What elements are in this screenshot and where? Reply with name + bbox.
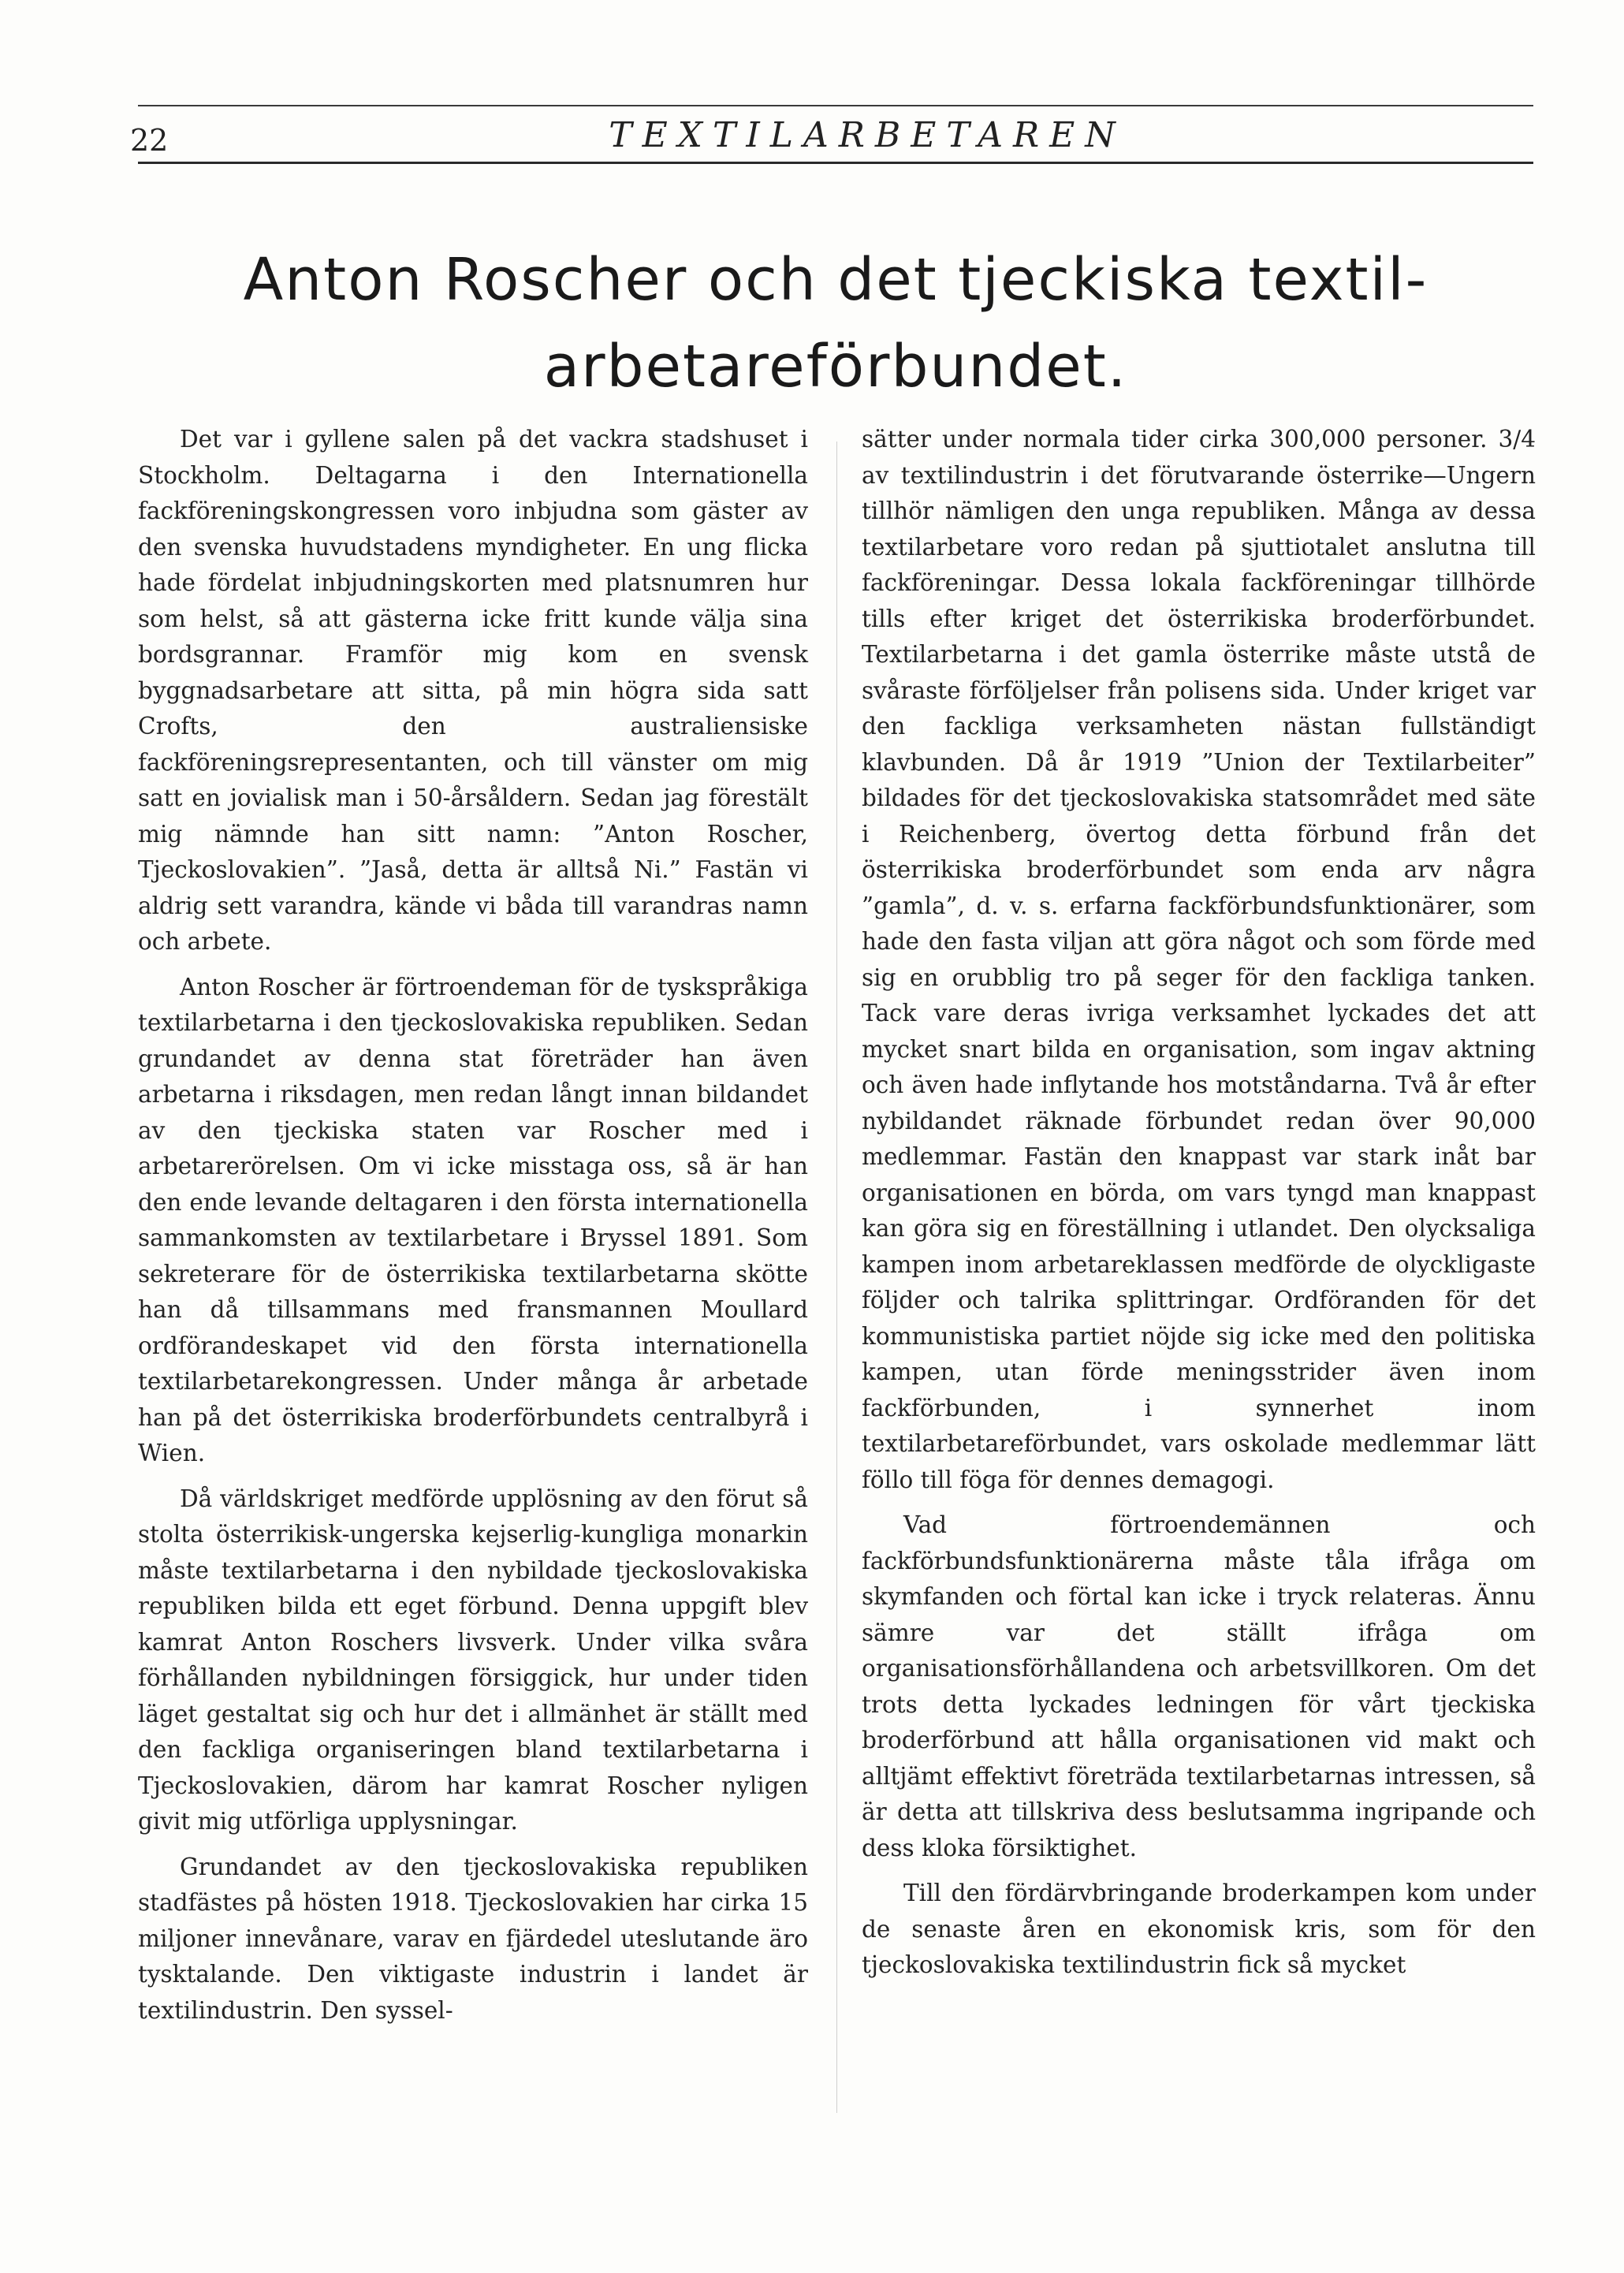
header-rule-bottom — [138, 162, 1533, 164]
left-column — [138, 422, 808, 2038]
column-divider — [836, 442, 837, 2113]
header-rule-top — [138, 105, 1533, 106]
right-column — [862, 422, 1536, 1993]
paragraph: Grundandet av den tjeckoslovakiska republiken stadfästes på hösten 1918. Tjeckoslovakien har cirka 15 miljoner innevånare, varav en fjärdedel uteslutande äro tysktalande. Den viktigaste industrin i landet är textilindustrin. Den syssel- — [138, 1853, 808, 2024]
paragraph: Till den fördärvbringande broderkampen kom under de senaste åren en ekonomisk kris, som för den tjeckoslovakiska textilindustrin fick så mycket — [862, 1880, 1536, 1978]
journal-name: TEXTILARBETAREN — [609, 115, 1126, 155]
paragraph: Vad förtroendemännen och fackförbundsfunktionärerna måste tåla ifråga om skymfanden och förtal kan icke i tryck relateras. Ännu sämre var det ställt ifråga om organisationsförhållandena och arbetsvillkoren. Om det trots detta lyckades ledningen för vårt tjeckiska broderförbund att hålla organisationen vid makt och alltjämt effektivt företräda textilarbetarnas intressen, så är detta att tillskriva dess beslutsamma ingripande och dess kloka försiktighet. — [862, 1511, 1536, 1861]
paragraph: sätter under normala tider cirka 300,000 personer. 3/4 av textilindustrin i det förutvarande österrike—Ungern tillhör nämligen den unga republiken. Många av dessa textilarbetare voro redan på sjuttiotalet anslutna till fackföreningar. Dessa lokala fackföreningar tillhörde tills efter kriget det österrikiska broderförbundet. Textilarbetarna i det gamla österrike måste utstå de svåraste förföljelser från polisens sida. Under kriget var den fackliga verksamheten nästan fullständigt klavbunden. Då år 1919 ”Union der Textilarbeiter” bildades för det tjeckoslovakiska statsområdet med säte i Reichenberg, övertog detta förbund från det österrikiska broderförbundet som enda arv några ”gamla”, d. v. s. erfarna fackförbundsfunktionärer, som hade den fasta viljan att göra något och som förde med sig en orubblig tro på seger för den fackliga tanken. Tack vare deras ivriga verksamhet lyckades det att mycket snart bilda en organisation, som ingav aktning och även hade inflytande hos motståndarna. Två år efter nybildandet räknade förbundet redan över 90,000 medlemmar. Fastän den knappast var stark inåt bar organisationen en börda, om vars tyngd man knappast kan göra sig en föreställning i utlandet. Den olycksaliga kampen inom arbetareklassen medförde de olyckligaste följder och talrika splittringar. Ordföranden för det kommunistiska partiet nöjde sig icke med den politiska kampen, utan förde meningsstrider även inom fackförbunden, i synnerhet inom textilarbetareförbundet, vars oskolade medlemmar lätt föllo till föga för dennes demagogi. — [862, 426, 1536, 1493]
article-title — [138, 237, 1533, 410]
title-line-2: arbetareförbundet. — [543, 333, 1128, 401]
paragraph: Då världskriget medförde upplösning av den förut så stolta österrikisk-ungerska kejserlig-kungliga monarkin måste textilarbetarna i den nybildade tjeckoslovakiska republiken bilda ett eget förbund. Denna uppgift blev kamrat Anton Roschers livsverk. Under vilka svåra förhållanden nybildningen försiggick, hur under tiden läget gestaltat sig och hur det i allmänhet är ställt med den fackliga organiseringen bland textilarbetarna i Tjeckoslovakien, därom har kamrat Roscher nyligen givit mig utförliga upplysningar. — [138, 1485, 808, 1835]
title-line-1: Anton Roscher och det tjeckiska textil- — [243, 246, 1428, 314]
paragraph: Anton Roscher är förtroendeman för de tyskspråkiga textilarbetarna i den tjeckoslovakiska republiken. Sedan grundandet av denna stat företräder han även arbetarna i riksdagen, men redan långt innan bildandet av den tjeckiska staten var Roscher med i arbetarerörelsen. Om vi icke misstaga oss, så är han den ende levande deltagaren i den första internationella sammankomsten av textilarbetare i Bryssel 1891. Som sekreterare för de österrikiska textilarbetarna skötte han då tillsammans med fransmannen Moullard ordförandeskapet vid den första internationella textilarbetarekongressen. Under många år arbetade han på det österrikiska broderförbundets centralbyrå i Wien. — [138, 973, 808, 1466]
page-number: 22 — [130, 123, 169, 158]
paragraph: Det var i gyllene salen på det vackra stadshuset i Stockholm. Deltagarna i den Internationella fackföreningskongressen voro inbjudna som gäster av den svenska huvudstadens myndigheter. En ung flicka hade fördelat inbjudningskorten med platsnumren hur som helst, så att gästerna icke fritt kunde välja sina bordsgrannar. Framför mig kom en svensk byggnadsarbetare att sitta, på min högra sida satt Crofts, den australiensiske fackföreningsrepresentanten, och till vänster om mig satt en jovialisk man i 50-årsåldern. Sedan jag förestält mig nämnde han sitt namn: ”Anton Roscher, Tjeckoslovakien”. ”Jaså, detta är alltså Ni.” Fastän vi aldrig sett varandra, kände vi båda till varandras namn och arbete. — [138, 426, 808, 955]
